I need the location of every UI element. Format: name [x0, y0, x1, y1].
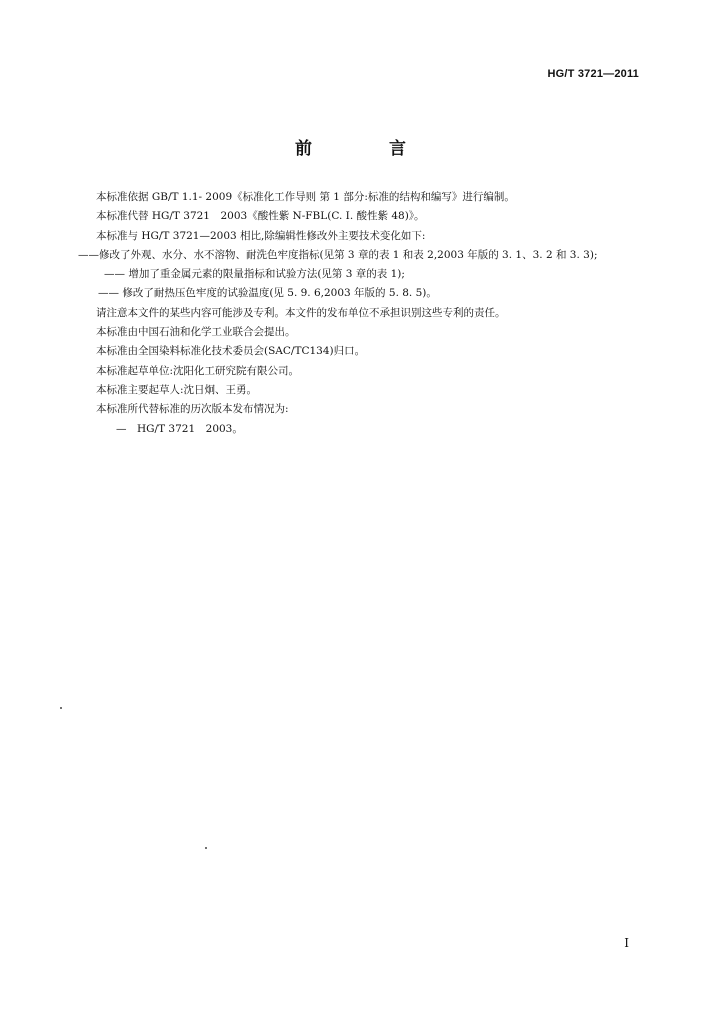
paragraph-patent-notice: 请注意本文件的某些内容可能涉及专利。本文件的发布单位不承担识别这些专利的责任。: [96, 306, 506, 319]
preface-body: [62, 188, 648, 439]
scan-speck: [205, 847, 207, 849]
paragraph-history-item: — HG/T 3721 2003。: [116, 422, 243, 435]
paragraph-basis: 本标准依据 GB/T 1.1- 2009《标准化工作导则 第 1 部分:标准的结构和编写》进行编制。: [96, 191, 515, 203]
paragraph-change-2: —— 增加了重金属元素的限量指标和试验方法(见第 3 章的表 1);: [104, 268, 405, 281]
paragraph-changes-intro: 本标准与 HG/T 3721—2003 相比,除编辑性修改外主要技术变化如下:: [96, 229, 426, 242]
standard-code: HG/T 3721—2011: [547, 68, 639, 80]
page-number: I: [624, 936, 629, 950]
scan-speck: [60, 707, 62, 709]
paragraph-history-intro: 本标准所代替标准的历次版本发布情况为:: [96, 403, 289, 416]
paragraph-replaces: 本标准代替 HG/T 3721 2003《酸性紫 N-FBL(C. I. 酸性紫 48)》。: [96, 210, 425, 223]
paragraph-proposed-by: 本标准由中国石油和化学工业联合会提出。: [96, 326, 296, 339]
paragraph-drafters: 本标准主要起草人:沈日炯、王勇。: [96, 383, 258, 396]
paragraph-change-3: —— 修改了耐热压色牢度的试验温度(见 5. 9. 6,2003 年版的 5. 8. 5)。: [98, 287, 437, 300]
paragraph-administered-by: 本标准由全国染料标准化技术委员会(SAC/TC134)归口。: [96, 345, 366, 358]
paragraph-change-1: ——修改了外观、水分、水不溶物、耐洗色牢度指标(见第 3 章的表 1 和表 2,2003 年版的 3. 1、3. 2 和 3. 3);: [78, 248, 598, 261]
page-title: 前 言: [295, 139, 436, 159]
paragraph-drafting-unit: 本标准起草单位:沈阳化工研究院有限公司。: [96, 364, 300, 377]
